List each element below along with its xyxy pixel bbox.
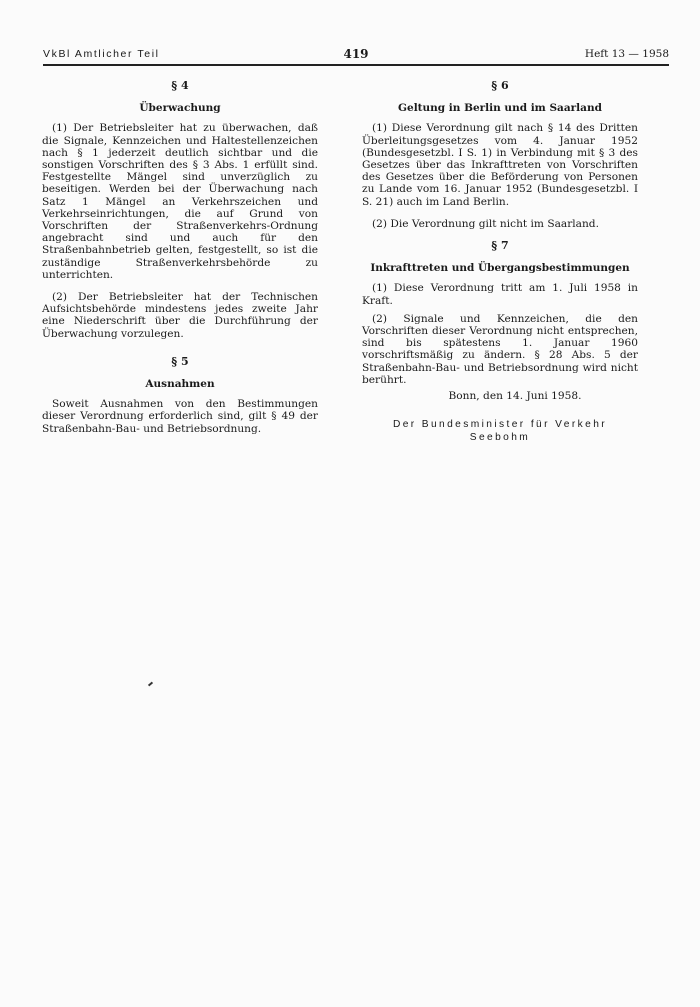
section-4-paragraph-2: (2) Der Betriebsleiter hat der Technischen Aufsichtsbehörde mindestens jedes zweite Jahr eine Niederschrift über die Durchführung der Überwachung vorzulegen.: [42, 291, 318, 340]
section-6-title: Geltung in Berlin und im Saarland: [398, 102, 602, 115]
journal-title: VkBl Amtlicher Teil: [43, 48, 160, 60]
left-column: [42, 80, 318, 445]
section-7-paragraph-1: (1) Diese Verordnung tritt am 1. Juli 1958 in Kraft.: [362, 282, 638, 307]
section-5-number: § 5: [171, 354, 189, 368]
section-5-paragraph-1: Soweit Ausnahmen von den Bestimmungen dieser Verordnung erforderlich sind, gilt § 49 der Straßenbahn-Bau- und Betriebsordnung.: [42, 398, 318, 435]
section-4-number: § 4: [171, 79, 189, 92]
section-7-title: Inkrafttreten und Übergangsbestimmungen: [370, 262, 630, 275]
scan-artifact: [148, 682, 153, 687]
section-7-paragraph-2: (2) Signale und Kennzeichen, die den Vorschriften dieser Verordnung nicht entsprechen, sind bis spätestens 1. Januar 1960 vorschriftsmäßig zu ändern. § 28 Abs. 5 der Straßenbahn-Bau- und Betriebsordnung wird nicht berührt.: [362, 312, 638, 386]
section-6-number: § 6: [491, 79, 509, 92]
place-and-date: Bonn, den 14. Juni 1958.: [448, 390, 582, 403]
signatory-name: Seebohm: [469, 432, 531, 444]
section-6-paragraph-1: (1) Diese Verordnung gilt nach § 14 des Dritten Überleitungsgesetzes vom 4. Januar 1952 (Bundesgesetzbl. I S. 1) in Verbindung mit § 3 des Gesetzes über das Inkrafttreten von Vorschriften des Gesetzes über die Beförderung von Personen zu Lande vom 16. Januar 1952 (Bundesgesetzbl. I S. 21) auch im Land Berlin.: [362, 122, 638, 208]
section-4-title: Überwachung: [139, 102, 221, 115]
right-column: [362, 80, 638, 444]
issue-info: Heft 13 — 1958: [584, 48, 669, 60]
section-7-number: § 7: [491, 239, 509, 253]
signatory-title: Der Bundesminister für Verkehr: [392, 419, 608, 431]
section-6-paragraph-2: (2) Die Verordnung gilt nicht im Saarland.: [372, 217, 599, 230]
page-header: [43, 46, 669, 66]
page-number: 419: [343, 47, 369, 61]
section-5-title: Ausnahmen: [145, 378, 215, 391]
section-4-paragraph-1: (1) Der Betriebsleiter hat zu überwachen, daß die Signale, Kennzeichen und Haltestellenzeichen nach § 1 jederzeit deutlich sichtbar und die sonstigen Vorschriften des § 3 Abs. 1 erfüllt sind. Festgestellte Mängel sind unverzüglich zu beseitigen. Werden bei der Überwachung nach Satz 1 Mängel an Verkehrszeichen und Verkehrseinrichtungen, die auf Grund von Vorschriften der Straßenverkehrs-Ordnung angebracht sind und auch für den Straßenbahnbetrieb gelten, festgestellt, so ist die zuständige Straßenverkehrsbehörde zu unterrichten.: [42, 122, 318, 281]
